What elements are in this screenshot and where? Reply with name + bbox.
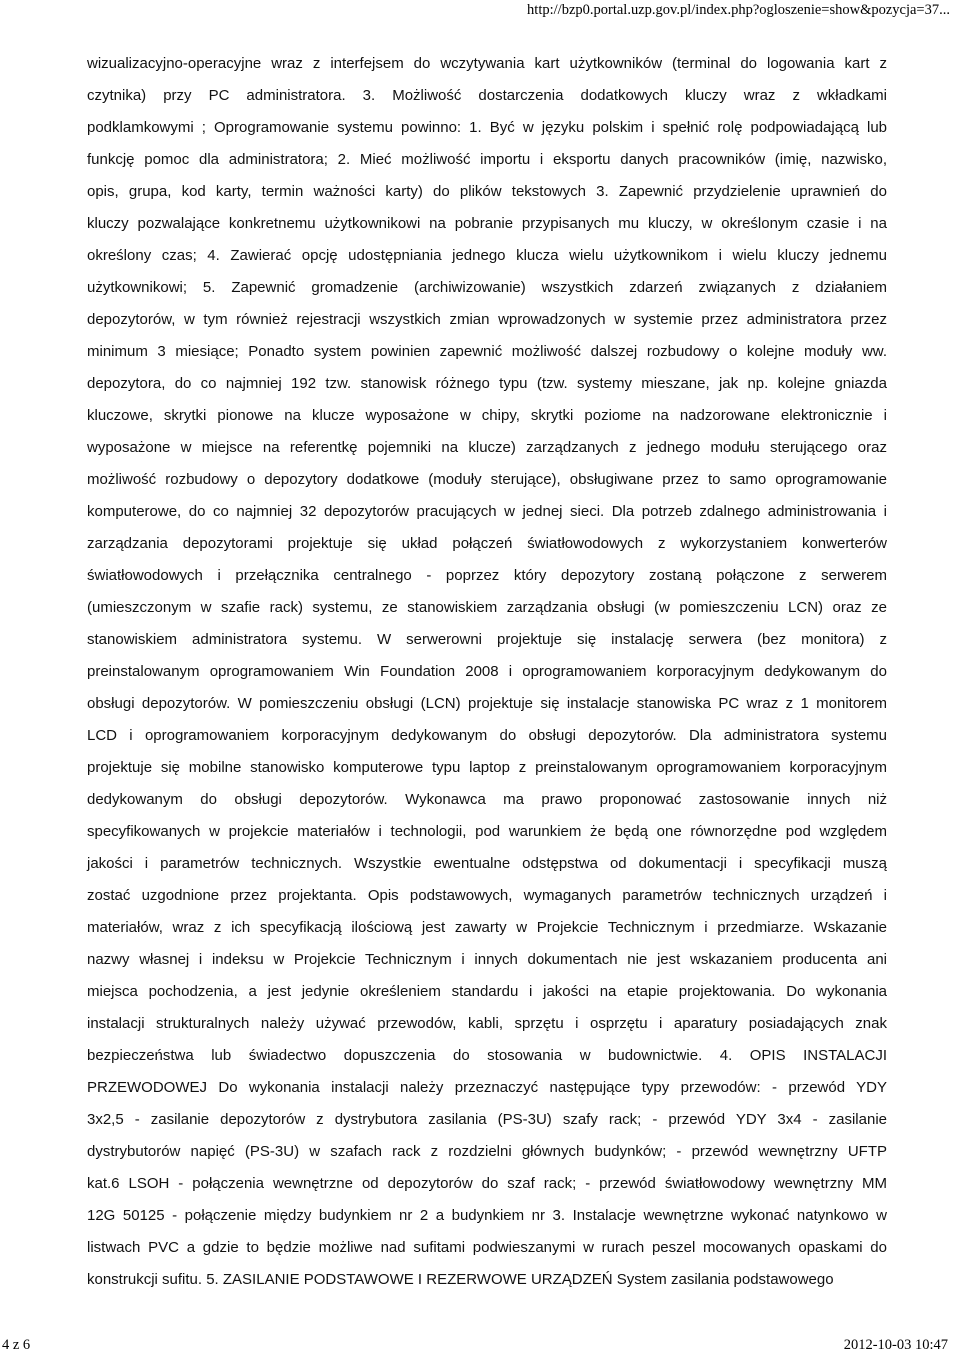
text-line: konstrukcji sufitu. 5. ZASILANIE PODSTAWOWE I REZERWOWE URZĄDZEŃ System zasilania podstawowego xyxy=(87,1271,834,1288)
text-line: kluczy pozwalające konkretnemu użytkownikowi na pobranie przypisanych mu kluczy, w określonym czasie i na xyxy=(87,215,887,232)
text-line: podklamkowymi ; Oprogramowanie systemu powinno: 1. Być w języku polskim i spełnić rolę podpowiadającą lub xyxy=(87,119,887,136)
text-line: materiałów, wraz z ich specyfikacją ilościową jest zawarty w Projekcie Technicznym i przedmiarze. Wskazanie xyxy=(87,919,887,936)
text-line: komputerowe, do co najmniej 32 depozytorów pracujących w jednej sieci. Dla potrzeb zdalnego administrowania i xyxy=(87,503,887,520)
text-line: dystrybutorów napięć (PS-3U) w szafach rack z rozdzielni głównych budynków; - przewód wewnętrzny UFTP xyxy=(87,1143,887,1160)
text-line: czytnika) przy PC administratora. 3. Możliwość dostarczenia dodatkowych kluczy wraz z wkładkami xyxy=(87,87,887,104)
text-line: bezpieczeństwa lub świadectwo dopuszczenia do stosowania w budownictwie. 4. OPIS INSTALACJI xyxy=(87,1047,887,1064)
text-line: wizualizacyjno-operacyjne wraz z interfejsem do wczytywania kart użytkowników (terminal do logowania kart z xyxy=(87,55,887,72)
text-line: obsługi depozytorów. W pomieszczeniu obsługi (LCN) projektuje się instalacje stanowiska PC wraz z 1 monitorem xyxy=(87,695,887,712)
text-line: specyfikowanych w projekcie materiałów i technologii, pod warunkiem że będą one równorzędne pod względem xyxy=(87,823,887,840)
text-line: określony czas; 4. Zawierać opcję udostępniania jednego klucza wielu użytkownikom i wielu kluczy jednemu xyxy=(87,247,887,264)
text-line: funkcję pomoc dla administratora; 2. Mieć możliwość importu i eksportu danych pracowników (imię, nazwisko, xyxy=(87,151,887,168)
text-line: jakości i parametrów technicznych. Wszystkie ewentualne odstępstwa od dokumentacji i specyfikacji muszą xyxy=(87,855,887,872)
text-line: miejsca pochodzenia, a jest jedynie określeniem standardu i jakości na etapie projektowania. Do wykonania xyxy=(87,983,887,1000)
text-line: LCD i oprogramowaniem korporacyjnym dedykowanym do obsługi depozytorów. Dla administratora systemu xyxy=(87,727,887,744)
text-line: stanowiskiem administratora systemu. W serwerowni projektuje się instalację serwera (bez monitora) z xyxy=(87,631,887,648)
text-line: kluczowe, skrytki pionowe na klucze wyposażone w chipy, skrytki poziome na nadzorowane elektronicznie i xyxy=(87,407,887,424)
text-line: nazwy własnej i indeksu w Projekcie Technicznym i innych dokumentach nie jest wskazaniem producenta ani xyxy=(87,951,887,968)
text-line: dedykowanym do obsługi depozytorów. Wykonawca ma prawo proponować zastosowanie innych niż xyxy=(87,791,887,808)
text-line: preinstalowanym oprogramowaniem Win Foundation 2008 i oprogramowaniem korporacyjnym dedykowanym do xyxy=(87,663,887,680)
text-line: użytkownikowi; 5. Zapewnić gromadzenie (archiwizowanie) wszystkich zdarzeń związanych z działaniem xyxy=(87,279,887,296)
page-number: 4 z 6 xyxy=(2,1337,31,1353)
text-line: 12G 50125 - połączenie między budynkiem nr 2 a budynkiem nr 3. Instalacje wewnętrzne wykonać natynkowo w xyxy=(87,1207,887,1224)
text-line: zostać uzgodnione przez projektanta. Opis podstawowych, wymaganych parametrów technicznych urządzeń i xyxy=(87,887,887,904)
text-line: kat.6 LSOH - połączenia wewnętrzne od depozytorów do szaf rack; - przewód światłowodowy wewnętrzny MM xyxy=(87,1175,887,1192)
body-text xyxy=(87,48,887,1296)
text-line: możliwość rozbudowy o depozytory dodatkowe (moduły sterujące), obsługiwane przez to samo oprogramowanie xyxy=(87,471,887,488)
text-line: listwach PVC a gdzie to będzie możliwe nad sufitami podwieszanymi w rurach peszel mocowanych opaskami do xyxy=(87,1239,887,1256)
text-line: instalacji strukturalnych należy używać przewodów, kabli, sprzętu i osprzętu i aparatury posiadających znak xyxy=(87,1015,887,1032)
text-line: 3x2,5 - zasilanie depozytorów z dystrybutora zasilania (PS-3U) szafy rack; - przewód YDY 3x4 - zasilanie xyxy=(87,1111,887,1128)
text-line: (umieszczonym w szafie rack) systemu, ze stanowiskiem zarządzania obsługi (w pomieszczeniu LCN) oraz ze xyxy=(87,599,887,616)
text-line: depozytorów, w tym również rejestracji wszystkich zmian wprowadzonych w systemie przez administratora przez xyxy=(87,311,887,328)
text-line: PRZEWODOWEJ Do wykonania instalacji należy przeznaczyć następujące typy przewodów: - przewód YDY xyxy=(87,1079,887,1096)
header-url: http://bzp0.portal.uzp.gov.pl/index.php?ogloszenie=show&pozycja=37... xyxy=(527,2,950,18)
print-datetime: 2012-10-03 10:47 xyxy=(843,1337,948,1353)
text-line: minimum 3 miesiące; Ponadto system powinien zapewnić możliwość dalszej rozbudowy o kolejne moduły ww. xyxy=(87,343,887,360)
text-line: projektuje się mobilne stanowisko komputerowe typu laptop z preinstalowanym oprogramowaniem korporacyjnym xyxy=(87,759,887,776)
text-line: opis, grupa, kod karty, termin ważności karty) do plików tekstowych 3. Zapewnić przydzielenie uprawnień do xyxy=(87,183,887,200)
text-line: światłowodowych i przełącznika centralnego - poprzez który depozytory zostaną połączone z serwerem xyxy=(87,567,887,584)
text-line: depozytora, do co najmniej 192 tzw. stanowisk różnego typu (tzw. systemy mieszane, jak np. kolejne gniazda xyxy=(87,375,887,392)
text-line: zarządzania depozytorami projektuje się układ połączeń światłowodowych z wykorzystaniem konwerterów xyxy=(87,535,887,552)
text-line: wyposażone w miejsce na referentkę pojemniki na klucze) zarządzanych z jednego modułu sterującego oraz xyxy=(87,439,887,456)
